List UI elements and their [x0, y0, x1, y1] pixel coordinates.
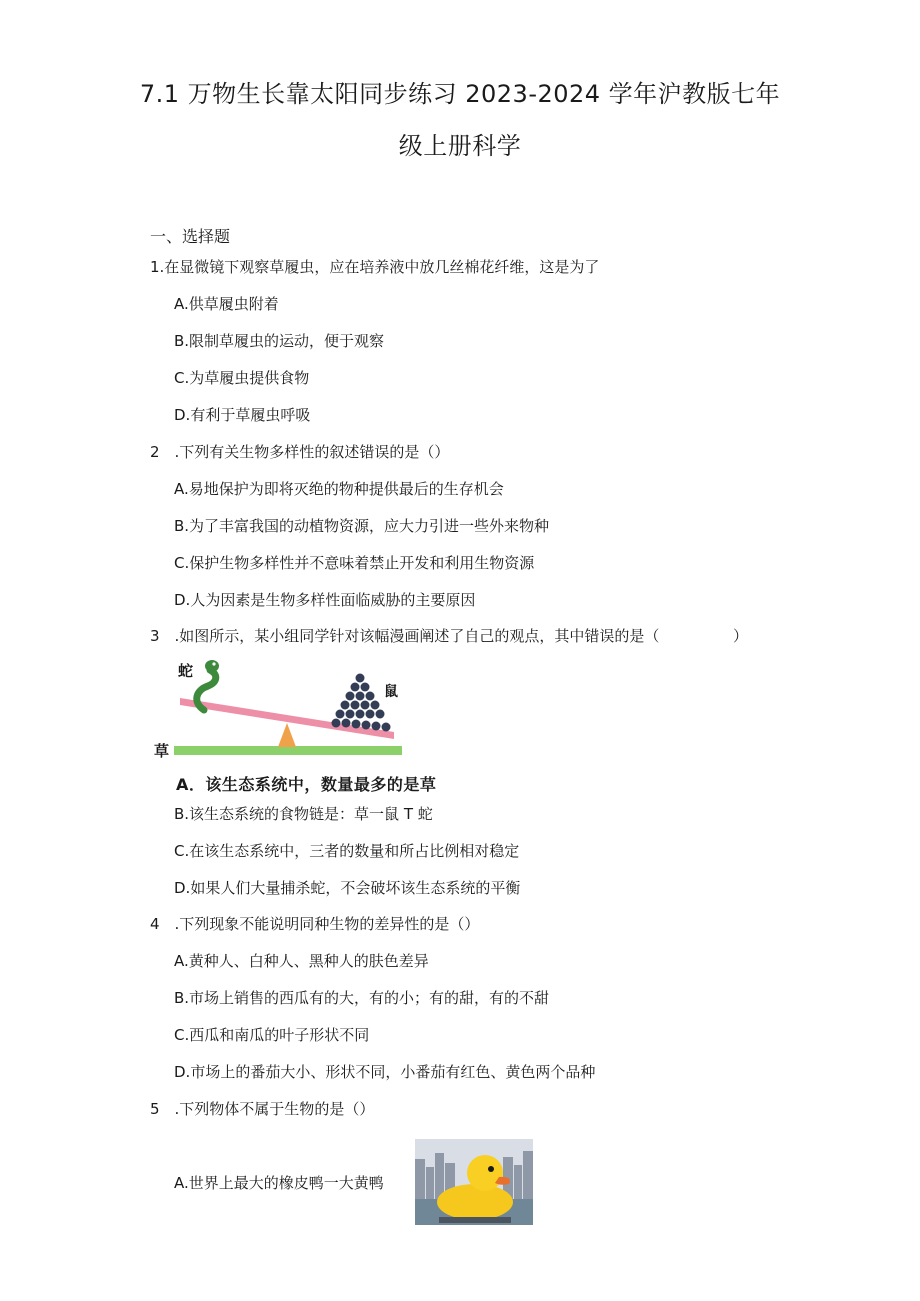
seesaw-cartoon-figure	[152, 652, 404, 762]
question-5-option-a: A.世界上最大的橡皮鸭一大黄鸭	[174, 1174, 384, 1192]
question-1-stem: 1.在显微镜下观察草履虫，应在培养液中放几丝棉花纤维，这是为了	[150, 258, 600, 276]
question-3-option-c: C.在该生态系统中，三者的数量和所占比例相对稳定	[174, 842, 520, 860]
grass-ground	[174, 746, 402, 755]
section-heading: 一、选择题	[150, 227, 231, 246]
question-3-option-d: D.如果人们大量捕杀蛇，不会破坏该生态系统的平衡	[174, 879, 521, 897]
question-2-stem: 2 .下列有关生物多样性的叙述错误的是（）	[150, 443, 450, 461]
fulcrum-triangle	[278, 723, 296, 747]
question-3-option-a: A．该生态系统中，数量最多的是草	[176, 775, 437, 794]
mouse-pyramid	[332, 674, 391, 732]
question-3-stem: 3 .如图所示，某小组同学针对该幅漫画阐述了自己的观点，其中错误的是（	[150, 627, 660, 645]
question-5-stem: 5 .下列物体不属于生物的是（）	[150, 1100, 375, 1118]
question-4-stem: 4 .下列现象不能说明同种生物的差异性的是（）	[150, 915, 480, 933]
question-1-option-b: B.限制草履虫的运动，便于观察	[174, 332, 385, 350]
question-2-option-a: A.易地保护为即将灭绝的物种提供最后的生存机会	[174, 480, 504, 498]
question-3-option-b: B.该生态系统的食物链是：草一鼠 T 蛇	[174, 805, 433, 823]
snake-label: 蛇	[178, 662, 194, 680]
question-2-option-d: D.人为因素是生物多样性面临威胁的主要原因	[174, 591, 476, 609]
question-1-option-a: A.供草履虫附着	[174, 295, 279, 313]
question-2-option-c: C.保护生物多样性并不意味着禁止开发和利用生物资源	[174, 554, 535, 572]
question-4-option-c: C.西瓜和南瓜的叶子形状不同	[174, 1026, 370, 1044]
question-2-option-b: B.为了丰富我国的动植物资源，应大力引进一些外来物种	[174, 517, 550, 535]
mouse-label: 鼠	[384, 684, 398, 700]
document-title-line-2: 级上册科学	[398, 132, 522, 160]
question-1-option-c: C.为草履虫提供食物	[174, 369, 310, 387]
question-4-option-b: B.市场上销售的西瓜有的大，有的小；有的甜，有的不甜	[174, 989, 550, 1007]
document-title-line-1: 7.1 万物生长靠太阳同步练习 2023-2024 学年沪教版七年	[139, 80, 781, 108]
grass-label: 草	[154, 742, 170, 760]
question-4-option-d: D.市场上的番茄大小、形状不同，小番茄有红色、黄色两个品种	[174, 1063, 596, 1081]
question-4-option-a: A.黄种人、白种人、黑种人的肤色差异	[174, 952, 429, 970]
question-1-option-d: D.有利于草履虫呼吸	[174, 406, 311, 424]
rubber-duck-photo	[415, 1139, 533, 1225]
